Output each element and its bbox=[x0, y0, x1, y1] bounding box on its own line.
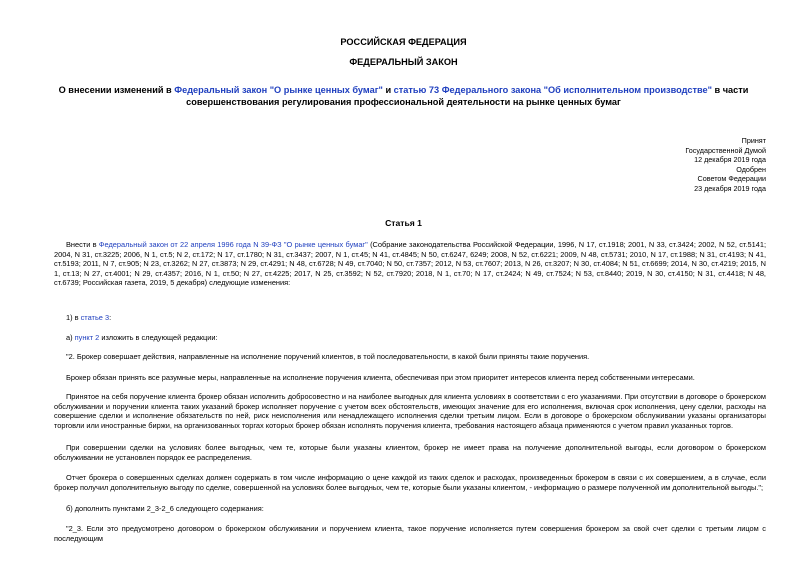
title-prefix: О внесении изменений в bbox=[58, 85, 175, 95]
country-heading: РОССИЙСКАЯ ФЕДЕРАЦИЯ bbox=[340, 37, 467, 47]
paragraph-execution-terms: Принятое на себя поручение клиента брокер обязан исполнить добросовестно и на наиболее выгодных для клиента условиях в соответствии с его указаниями. При отсутствии в договоре о брокерском обслуживании и поручении клиента таких указаний брокер исполняет поручение с учетом всех обстоятельств, имеющих значение для его исполнения, включая срок исполнения, цену сделки, расходы на совершение сделки и исполнение обязательств по ней, риск неисполнения или ненадлежащего исполнения сделки третьим лицом. Если в договоре о брокерском обслуживании указаны организаторы торговли или иностранные биржи, на организованных торгах которых брокер обязан исполнять поручения клиента, требования настоящего абзаца применяются с учетом правил указанных торгов. bbox=[54, 392, 766, 430]
acceptance-block bbox=[685, 136, 766, 194]
approved-date: 23 декабря 2019 года bbox=[694, 183, 766, 193]
item-b: б) дополнить пунктами 2_3-2_6 следующего содержания: bbox=[66, 504, 264, 513]
article-heading: Статья 1 bbox=[385, 218, 422, 228]
accepted-date: 12 декабря 2019 года bbox=[694, 155, 766, 165]
law-title bbox=[0, 84, 807, 108]
article-3-link[interactable]: статье 3 bbox=[80, 313, 110, 322]
title-link-securities-law[interactable]: Федеральный закон "О рынке ценных бумаг" bbox=[174, 85, 383, 95]
item-a-suffix: изложить в следующей редакции: bbox=[99, 333, 218, 342]
approved-label: Одобрен bbox=[736, 164, 766, 174]
approved-by: Советом Федерации bbox=[697, 174, 766, 184]
accepted-label: Принят bbox=[741, 136, 766, 145]
accepted-by: Государственной Думой bbox=[685, 145, 766, 155]
intro-law-link[interactable]: Федеральный закон от 22 апреля 1996 года N 39-ФЗ "О рынке ценных бумаг" bbox=[98, 240, 368, 249]
intro-prefix: Внести в bbox=[66, 240, 99, 249]
paragraph-broker-report: Отчет брокера о совершенных сделках должен содержать в том числе информацию о цене каждой из таких сделок и расходах, произведенных брокером в связи с их совершением, а в случае, если брокер получил дополнительную выгоду по сделке, совершенной на условиях более выгодных, чем те, которые были указаны клиентом, - информацию о размере полученной им дополнительной выгоды."; bbox=[54, 473, 766, 492]
title-mid: и bbox=[382, 85, 394, 95]
item-a bbox=[66, 333, 218, 343]
item-1-prefix: 1) в bbox=[66, 313, 81, 322]
law-type-heading: ФЕДЕРАЛЬНЫЙ ЗАКОН bbox=[349, 57, 458, 67]
paragraph-additional-benefit: При совершении сделки на условиях более выгодных, чем те, которые были указаны клиентом, брокер не имеет права на получение дополнительной выгоды, если договором о брокерском обслуживании не установлен порядок ее распределения. bbox=[54, 443, 766, 462]
intro-paragraph bbox=[54, 240, 766, 288]
point-2-link[interactable]: пункт 2 bbox=[74, 333, 100, 342]
title-suffix: в части совершенствования регулирования профессиональной деятельности на рынке ценных бумаг bbox=[186, 85, 749, 107]
item-a-prefix: а) bbox=[66, 333, 75, 342]
title-link-enforcement-law[interactable]: статью 73 Федерального закона "Об исполнительном производстве" bbox=[393, 85, 712, 95]
item-1 bbox=[66, 313, 111, 323]
item-1-suffix: : bbox=[109, 313, 112, 322]
paragraph-2-3: "2_3. Если это предусмотрено договором о брокерском обслуживании и поручением клиента, такое поручение исполняется путем совершения брокером за свой счет сделки с третьим лицом с последующим bbox=[54, 524, 766, 543]
intro-text: (Собрание законодательства Российской Федерации, 1996, N 17, ст.1918; 2001, N 33, ст.3424; 2002, N 52, ст.5141; 2004, N 31, ст.3225; 2006, N 1, ст.5; N 2, ст.172; N 17, ст.1780; N 31, ст.3437; 2007, N 1, ст.45; N 41, ст.4845; N 50, ст.6247, 6249; 2008, N 52, ст.6221; 2009, N 48, ст.5731; 2010, N 17, ст.1988; N 31, ст.4193; N 41, ст.5193; 2011, N 7, ст.905; N 23, ст.3262; N 27, ст.3873; N 29, ст.4291; N 48, ст.6728; N 49, ст.7040; N 50, ст.7357; 2012, N 53, ст.7607; 2013, N 26, ст.3207; N 30, ст.4084; N 51, ст.6699; 2014, N 30, ст.4219; 2015, N 1, ст.13; N 27, ст.4001; N 29, ст.4357; 2016, N 1, ст.50; N 27, ст.4225; 2017, N 25, ст.3592; N 52, ст.7920; 2018, N 1, ст.70; N 17, ст.2424; N 49, ст.7524; N 53, ст.8440; 2019, N 30, ст.4150; N 31, ст.4418; N 48, ст.6739; Российская газета, 2019, 5 декабря) следующие изменения: bbox=[54, 240, 766, 288]
paragraph-broker-actions: "2. Брокер совершает действия, направленные на исполнение поручений клиентов, в той последовательности, в какой были приняты такие поручения. bbox=[66, 352, 590, 361]
paragraph-reasonable-measures: Брокер обязан принять все разумные меры, направленные на исполнение поручения клиента, обеспечивая при этом приоритет интересов клиента перед собственными интересами. bbox=[66, 373, 695, 382]
